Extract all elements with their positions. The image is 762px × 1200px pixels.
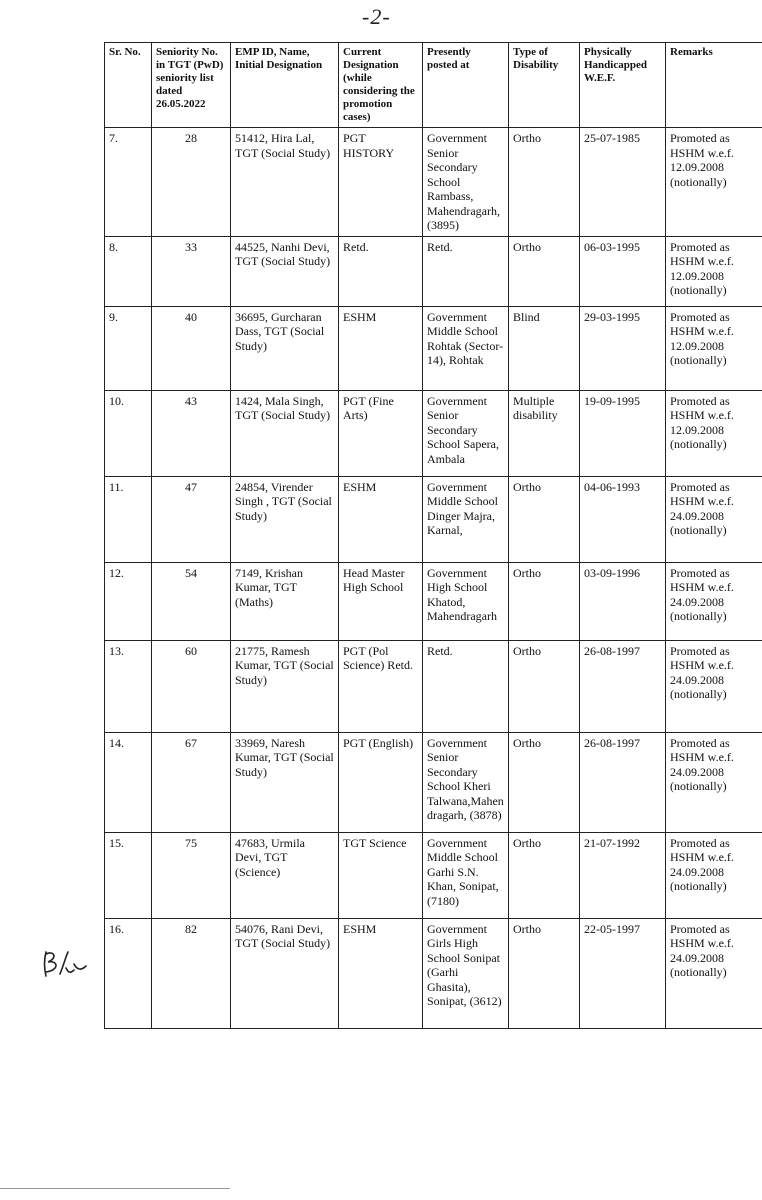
cell-disability: Ortho	[509, 832, 580, 918]
cell-current: PGT HISTORY	[339, 128, 423, 237]
cell-seniority: 47	[152, 476, 231, 562]
cell-sr: 7.	[105, 128, 152, 237]
cell-seniority: 82	[152, 918, 231, 1028]
cell-wef: 21-07-1992	[580, 832, 666, 918]
cell-sr: 11.	[105, 476, 152, 562]
cell-emp: 47683, Urmila Devi, TGT (Science)	[231, 832, 339, 918]
cell-seniority: 67	[152, 732, 231, 832]
cell-emp: 21775, Ramesh Kumar, TGT (Social Study)	[231, 640, 339, 732]
header-ph-wef: Physically Handicapped W.E.F.	[580, 43, 666, 128]
header-seniority: Seniority No. in TGT (PwD) seniority list dated 26.05.2022	[152, 43, 231, 128]
cell-emp: 1424, Mala Singh, TGT (Social Study)	[231, 390, 339, 476]
table-row	[105, 476, 762, 562]
cell-current: PGT (English)	[339, 732, 423, 832]
cell-posted: Government Senior Secondary School Sapera, Ambala	[423, 390, 509, 476]
footer-rule	[0, 1188, 230, 1189]
cell-wef: 25-07-1985	[580, 128, 666, 237]
handwritten-signature	[40, 946, 90, 980]
cell-emp: 24854, Virender Singh , TGT (Social Study)	[231, 476, 339, 562]
cell-disability: Ortho	[509, 918, 580, 1028]
header-disability: Type of Disability	[509, 43, 580, 128]
cell-emp: 7149, Krishan Kumar, TGT (Maths)	[231, 562, 339, 640]
header-posted-at: Presently posted at	[423, 43, 509, 128]
cell-seniority: 43	[152, 390, 231, 476]
cell-emp: 51412, Hira Lal, TGT (Social Study)	[231, 128, 339, 237]
cell-current: ESHM	[339, 306, 423, 390]
table-row	[105, 562, 762, 640]
cell-disability: Ortho	[509, 128, 580, 237]
cell-disability: Ortho	[509, 640, 580, 732]
table-row	[105, 832, 762, 918]
cell-remarks: Promoted as HSHM w.e.f. 12.09.2008 (notionally)	[666, 128, 762, 237]
header-current-designation: Current Designation (while considering the promotion cases)	[339, 43, 423, 128]
cell-posted: Government Girls High School Sonipat (Garhi Ghasita), Sonipat, (3612)	[423, 918, 509, 1028]
cell-wef: 06-03-1995	[580, 236, 666, 306]
cell-current: PGT (Fine Arts)	[339, 390, 423, 476]
cell-remarks: Promoted as HSHM w.e.f. 24.09.2008 (notionally)	[666, 476, 762, 562]
cell-seniority: 40	[152, 306, 231, 390]
table-row	[105, 732, 762, 832]
cell-posted: Government Middle School Garhi S.N. Khan, Sonipat, (7180)	[423, 832, 509, 918]
cell-sr: 15.	[105, 832, 152, 918]
cell-seniority: 33	[152, 236, 231, 306]
cell-wef: 19-09-1995	[580, 390, 666, 476]
cell-sr: 10.	[105, 390, 152, 476]
table-row	[105, 918, 762, 1028]
cell-remarks: Promoted as HSHM w.e.f. 24.09.2008 (notionally)	[666, 918, 762, 1028]
cell-remarks: Promoted as HSHM w.e.f. 24.09.2008 (notionally)	[666, 562, 762, 640]
cell-sr: 12.	[105, 562, 152, 640]
cell-seniority: 28	[152, 128, 231, 237]
cell-seniority: 75	[152, 832, 231, 918]
cell-sr: 16.	[105, 918, 152, 1028]
cell-disability: Ortho	[509, 562, 580, 640]
cell-disability: Ortho	[509, 476, 580, 562]
header-emp: EMP ID, Name, Initial Designation	[231, 43, 339, 128]
header-row	[105, 43, 762, 128]
table-row	[105, 306, 762, 390]
cell-wef: 04-06-1993	[580, 476, 666, 562]
cell-current: ESHM	[339, 476, 423, 562]
cell-posted: Government Middle School Dinger Majra, Karnal,	[423, 476, 509, 562]
cell-remarks: Promoted as HSHM w.e.f. 24.09.2008 (notionally)	[666, 640, 762, 732]
page-number: -2-	[362, 4, 391, 29]
cell-sr: 9.	[105, 306, 152, 390]
cell-sr: 8.	[105, 236, 152, 306]
cell-remarks: Promoted as HSHM w.e.f. 12.09.2008 (notionally)	[666, 236, 762, 306]
cell-disability: Blind	[509, 306, 580, 390]
cell-current: Head Master High School	[339, 562, 423, 640]
cell-sr: 14.	[105, 732, 152, 832]
cell-wef: 26-08-1997	[580, 732, 666, 832]
cell-posted: Government High School Khatod, Mahendragarh	[423, 562, 509, 640]
promotion-table	[104, 42, 762, 1029]
table-row	[105, 390, 762, 476]
cell-current: PGT (Pol Science) Retd.	[339, 640, 423, 732]
cell-posted: Government Senior Secondary School Rambass, Mahendragarh, (3895)	[423, 128, 509, 237]
cell-wef: 26-08-1997	[580, 640, 666, 732]
cell-remarks: Promoted as HSHM w.e.f. 12.09.2008 (notionally)	[666, 390, 762, 476]
cell-sr: 13.	[105, 640, 152, 732]
table-row	[105, 640, 762, 732]
cell-wef: 22-05-1997	[580, 918, 666, 1028]
cell-disability: Ortho	[509, 236, 580, 306]
cell-emp: 54076, Rani Devi, TGT (Social Study)	[231, 918, 339, 1028]
table-row	[105, 128, 762, 237]
header-sr-no: Sr. No.	[105, 43, 152, 128]
cell-emp: 44525, Nanhi Devi, TGT (Social Study)	[231, 236, 339, 306]
cell-disability: Multiple disability	[509, 390, 580, 476]
cell-current: ESHM	[339, 918, 423, 1028]
header-remarks: Remarks	[666, 43, 762, 128]
cell-posted: Government Middle School Rohtak (Sector-14), Rohtak	[423, 306, 509, 390]
cell-seniority: 60	[152, 640, 231, 732]
cell-remarks: Promoted as HSHM w.e.f. 24.09.2008 (notionally)	[666, 732, 762, 832]
cell-emp: 33969, Naresh Kumar, TGT (Social Study)	[231, 732, 339, 832]
cell-disability: Ortho	[509, 732, 580, 832]
cell-remarks: Promoted as HSHM w.e.f. 24.09.2008 (notionally)	[666, 832, 762, 918]
cell-posted: Government Senior Secondary School Kheri Talwana,Mahendragarh, (3878)	[423, 732, 509, 832]
cell-emp: 36695, Gurcharan Dass, TGT (Social Study)	[231, 306, 339, 390]
cell-remarks: Promoted as HSHM w.e.f. 12.09.2008 (notionally)	[666, 306, 762, 390]
cell-current: TGT Science	[339, 832, 423, 918]
cell-wef: 29-03-1995	[580, 306, 666, 390]
cell-posted: Retd.	[423, 640, 509, 732]
table-row	[105, 236, 762, 306]
cell-current: Retd.	[339, 236, 423, 306]
cell-posted: Retd.	[423, 236, 509, 306]
cell-seniority: 54	[152, 562, 231, 640]
cell-wef: 03-09-1996	[580, 562, 666, 640]
